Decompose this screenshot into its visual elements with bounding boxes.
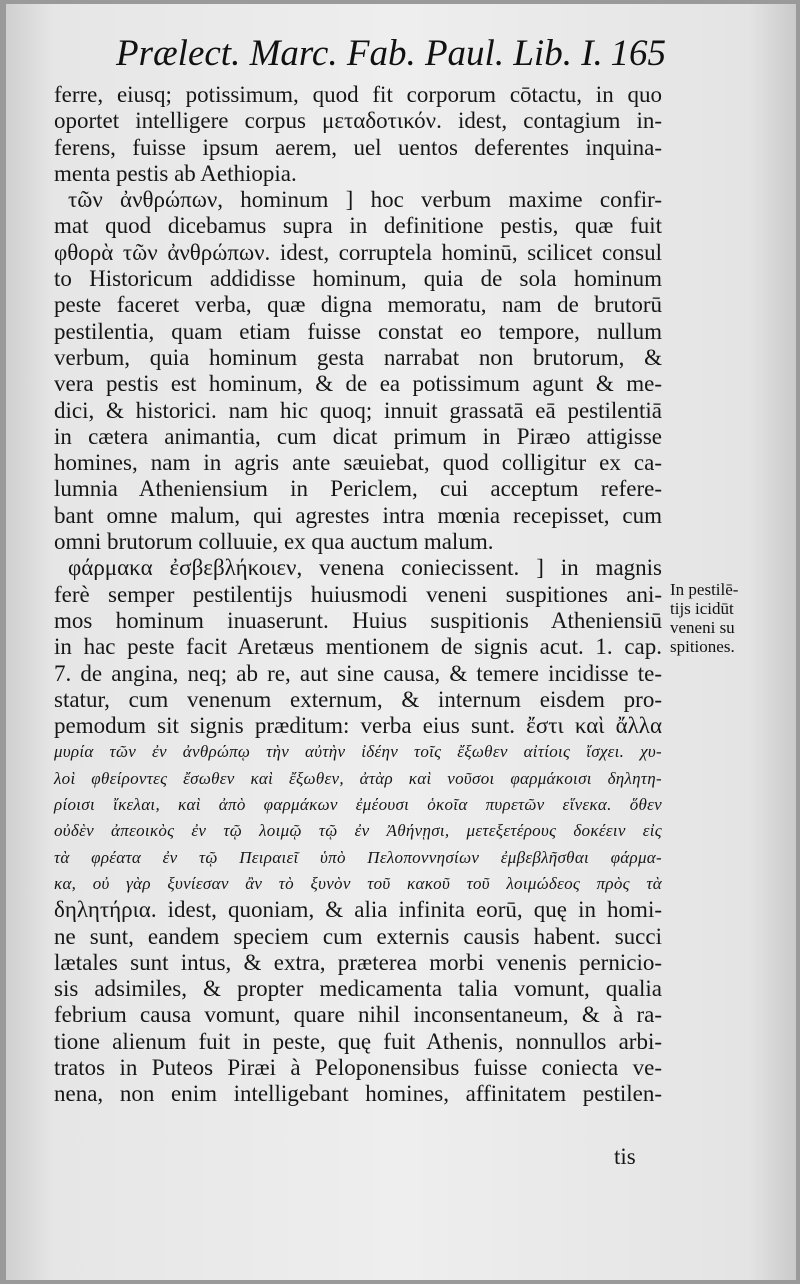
- body-line: mos hominum inuaserunt. Huius suspitionis Atheniensiū: [54, 607, 662, 633]
- body-line: ferre, eiusq; potissimum, quod fit corporum cōtactu, in quo: [54, 82, 662, 107]
- body-line: febrium causa vomunt, quare nihil inconsentaneum, & à ra-: [54, 1002, 662, 1028]
- body-line: verbum, quia hominum gesta narrabat non brutorum, &: [54, 344, 662, 370]
- margin-note-line: spitiones.: [670, 637, 735, 656]
- greek-quote-line: τὰ φρέατα ἐν τῷ Πειραιεῖ ὑπὸ Πελοποννησίων ἐμβεβλῆσθαι φάρμα-: [54, 847, 662, 867]
- body-line: lumnia Atheniensium in Periclem, cui acceptum refere-: [54, 476, 662, 502]
- running-title: Prælect. Marc. Fab. Paul. Lib. I.: [116, 33, 603, 74]
- body-line: peste faceret verba, quæ digna memoratu, nam de brutorū: [54, 292, 662, 318]
- body-line: homines, nam in agris ante sæuiebat, quod colligitur ex ca-: [54, 450, 662, 476]
- margin-note-line: tijs icidūt: [670, 599, 734, 618]
- body-line: tione alienum fuit in peste, quę fuit Athenis, nonnullos arbi-: [54, 1028, 662, 1054]
- body-line: ferens, fuisse ipsum aerem, uel uentos deferentes inquina-: [54, 134, 662, 160]
- running-head: [116, 32, 676, 78]
- body-line: 7. de angina, neq; ab re, aut sine causa, & temere incidisse te-: [54, 660, 662, 686]
- body-line: to Historicum addidisse hominum, quia de sola hominum: [54, 266, 662, 292]
- body-line: δηλητήρια. idest, quoniam, & alia infinita eorū, quę in homi-: [54, 897, 662, 923]
- body-line: φάρμακα ἐσβεβλήκοιεν, venena coniecissent. ] in magnis: [68, 555, 662, 581]
- body-line: omni brutorum colluuie, ex qua auctum malum.: [54, 529, 494, 555]
- bleed-through-text: [684, 356, 784, 373]
- greek-quote-line: οὐδὲν ἀπεοικὸς ἐν τῷ λοιμῷ τῷ ἐν Ἀθήνῃσι, μετεξετέρους δοκέειν εἰς: [54, 821, 662, 841]
- page-number: 165: [610, 33, 666, 74]
- greek-quote-line: μυρία τῶν ἐν ἀνθρώπῳ τὴν αὐτὴν ἰδέην τοῖς ἔξωθεν αἰτίοις ἴσχει. χυ-: [54, 742, 662, 762]
- margin-note-line: In pestilē-: [670, 580, 739, 599]
- body-line: in cætera animantia, cum dicat primum in Piræo attigisse: [54, 423, 662, 449]
- marginal-note: [670, 580, 790, 656]
- body-line: ferè semper pestilentijs huiusmodi veneni suspitiones ani-: [54, 581, 662, 607]
- body-line: tratos in Puteos Piræi à Peloponensibus fuisse coniecta ve-: [54, 1054, 662, 1080]
- body-line: φθορὰ τῶν ἀνθρώπων. idest, corruptela hominū, scilicet consul: [54, 239, 662, 265]
- body-text: [54, 82, 662, 1108]
- body-line: statur, cum venenum externum, & internum eisdem pro-: [54, 686, 662, 712]
- margin-note-line: veneni su: [670, 618, 735, 637]
- body-line: dici, & historici. nam hic quoq; innuit grassatā eā pestilentiā: [54, 397, 662, 423]
- catchword: tis: [614, 1144, 636, 1169]
- greek-quote-line: κα, οὐ γὰρ ξυνίεσαν ἂν τὸ ξυνὸν τοῦ κακοῦ τοῦ λοιμώδεος πρὸς τὰ: [54, 873, 662, 893]
- body-line: ne sunt, eandem speciem cum externis causis habent. succi: [54, 923, 662, 949]
- greek-quote-line: ρίοισι ἴκελαι, καὶ ἀπὸ φαρμάκων ἐμέουσι ὁκοῖα πυρετῶν εἵνεκα. ὅθεν: [54, 795, 662, 815]
- body-line: nena, non enim intelligebant homines, affinitatem pestilen-: [54, 1081, 662, 1107]
- body-line: vera pestis est hominum, & de ea potissimum agunt & me-: [54, 371, 662, 397]
- greek-quote-line: λοὶ φθείροντες ἔσωθεν καὶ ἔξωθεν, ἀτὰρ καὶ νοῦσοι φαρμάκοισι δηλητη-: [54, 768, 662, 788]
- body-line: menta pestis ab Aethiopia.: [54, 160, 297, 186]
- body-line: in hac peste facit Aretæus mentionem de signis acut. 1. cap.: [54, 634, 662, 660]
- body-line: bant omne malum, qui agrestes intra mœnia recepisset, cum: [54, 502, 662, 528]
- body-line: lætales sunt intus, & extra, præterea morbi venenis pernicio-: [54, 949, 662, 975]
- body-line: sis adsimiles, & propter medicamenta talia vomunt, qualia: [54, 976, 662, 1002]
- body-line: pestilentia, quam etiam fuisse constat eo tempore, nullum: [54, 318, 662, 344]
- book-page: [6, 4, 796, 1280]
- body-line: τῶν ἀνθρώπων, hominum ] hoc verbum maxime confir-: [68, 187, 662, 213]
- body-line: pemodum sit signis præditum: verba eius sunt. ἔστι καὶ ἄλλα: [54, 713, 662, 739]
- body-line: mat quod dicebamus supra in definitione pestis, quæ fuit: [54, 213, 662, 239]
- body-line: oportet intelligere corpus μεταδοτικόν. idest, contagium in-: [54, 108, 662, 134]
